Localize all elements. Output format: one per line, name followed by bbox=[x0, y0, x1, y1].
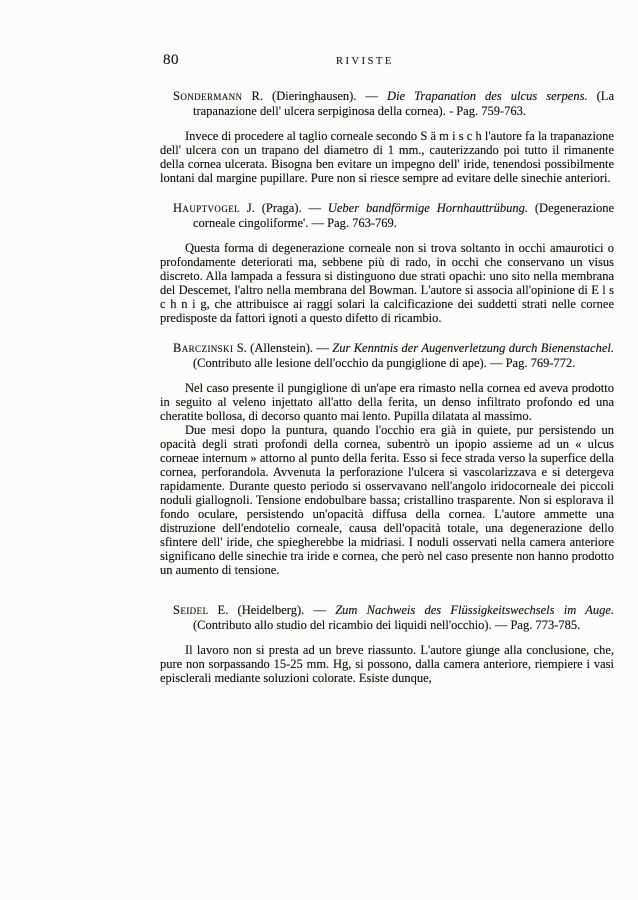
entry-author: Seidel bbox=[173, 603, 209, 617]
entry-citation-mid: S. (Allenstein). — bbox=[233, 341, 333, 355]
abstract-paragraph: Questa forma di degenerazione corneale non si trova soltanto in occhi amaurotici o profondamente deteriorati ma, sebbene più di rado, in occhi che conservano un visus discreto. Alla lampada a fessura si distinguono due strati opachi: uno sito nella membrana del Descemet, l'altro nella membrana del Bowman. L'autore si associa all'opinione di E l s c h n i g, che attribuisce ai raggi solari la calcificazione dei suddetti strati nelle cornee predisposte da fattori ignoti a questo difetto di ricambio. bbox=[160, 241, 614, 325]
abstract-paragraph: Il lavoro non si presta ad un breve riassunto. L'autore giunge alla conclusione, che, pure non sorpassando 15-25 mm. Hg, si possono, dalla camera anteriore, riempiere i vasi episclerali mediante soluzioni colorate. Esiste dunque, bbox=[160, 643, 614, 685]
masthead bbox=[160, 54, 614, 70]
abstract-paragraph: Nel caso presente il pungiglione di un'ape era rimasto nella cornea ed aveva prodotto in seguito al veleno injettato all'atto della ferita, un denso infiltrato profondo ed una cheratite bollosa, di decorso quanto mai lento. Pupilla dilatata al massimo. bbox=[160, 381, 614, 423]
entry-citation-mid: E. (Heidelberg). — bbox=[208, 603, 336, 617]
entry-citation-tail: (Contributo alle lesione dell'occhio da pungiglione di ape). — Pag. 769-772. bbox=[193, 356, 576, 370]
entry-citation-tail: (Degenerazione corneale cingoliforme'. — Pag. 763-769. bbox=[193, 201, 614, 230]
entry-citation bbox=[160, 603, 614, 633]
entry-title-foreign: Zur Kenntnis der Augenverletzung durch Bienenstachel. bbox=[332, 341, 614, 355]
entry-author: Barczinski bbox=[173, 341, 234, 355]
entry-citation bbox=[160, 89, 614, 119]
entry-citation-mid: R. (Dieringhausen). — bbox=[242, 89, 388, 103]
entry-author: Hauptvogel bbox=[173, 201, 241, 215]
entry-title-foreign: Die Trapanation des ulcus serpens. bbox=[387, 89, 588, 103]
running-title: RIVISTE bbox=[336, 56, 394, 67]
entry-citation bbox=[160, 201, 614, 231]
review-entry bbox=[160, 341, 614, 577]
entry-citation-tail: (La trapanazione dell' ulcera serpiginosa della cornea). - Pag. 759-763. bbox=[193, 89, 614, 118]
abstract-paragraph: Invece di procedere al taglio corneale secondo S ä m i s c h l'autore fa la trapanazione dell' ulcera con un trapano del diametro di 1 mm., cauterizzando poi tutto il rimanente della cornea ulcerata. Bisogna ben evitare un impegno dell' iride, tenendosi possibilmente lontani dal margine pupillare. Pure non si riesce sempre ad evitare delle sinechie anteriori. bbox=[160, 129, 614, 185]
review-entry bbox=[160, 603, 614, 685]
entry-citation bbox=[160, 341, 614, 371]
page-number: 80 bbox=[163, 52, 179, 68]
entry-title-foreign: Ueber bandförmige Hornhauttrübung. bbox=[327, 201, 529, 215]
review-entry bbox=[160, 201, 614, 325]
entry-author: Sondermann bbox=[173, 89, 243, 103]
entry-title-foreign: Zum Nachweis des Flüssigkeitswechsels im Auge. bbox=[335, 603, 615, 617]
abstract-paragraph: Due mesi dopo la puntura, quando l'occhio era già in quiete, pur persistendo un opacità degli strati profondi della cornea, subentrò un ipopio assieme ad un « ulcus corneae internum » attorno al punto della ferita. Esso si fece strada verso la superfice della cornea, perforandola. Avvenuta la perforazione l'ulcera si vascolarizzava e si detergeva rapidamente. Durante questo periodo si osservavano nell'angolo iridocorneale dei piccoli noduli giallognoli. Tensione endobulbare bassa; cristallino trasparente. Non si esplorava il fondo oculare, persistendo un'opacità diffusa della cornea. L'autore ammette una distruzione dell'endotelio corneale, causa dell'opacità totale, una degenerazione dello sfintere dell' iride, che spiegherebbe la midriasi. I noduli osservati nella camera anteriore significano delle sinechie tra iride e cornea, che però nel caso presente non hanno prodotto un aumento di tensione. bbox=[160, 423, 614, 577]
entry-citation-mid: J. (Praga). — bbox=[240, 201, 328, 215]
entry-citation-tail: (Contributo allo studio del ricambio dei liquidi nell'occhio). — Pag. 773-785. bbox=[193, 618, 581, 632]
review-entry bbox=[160, 89, 614, 185]
text-block bbox=[160, 54, 614, 685]
